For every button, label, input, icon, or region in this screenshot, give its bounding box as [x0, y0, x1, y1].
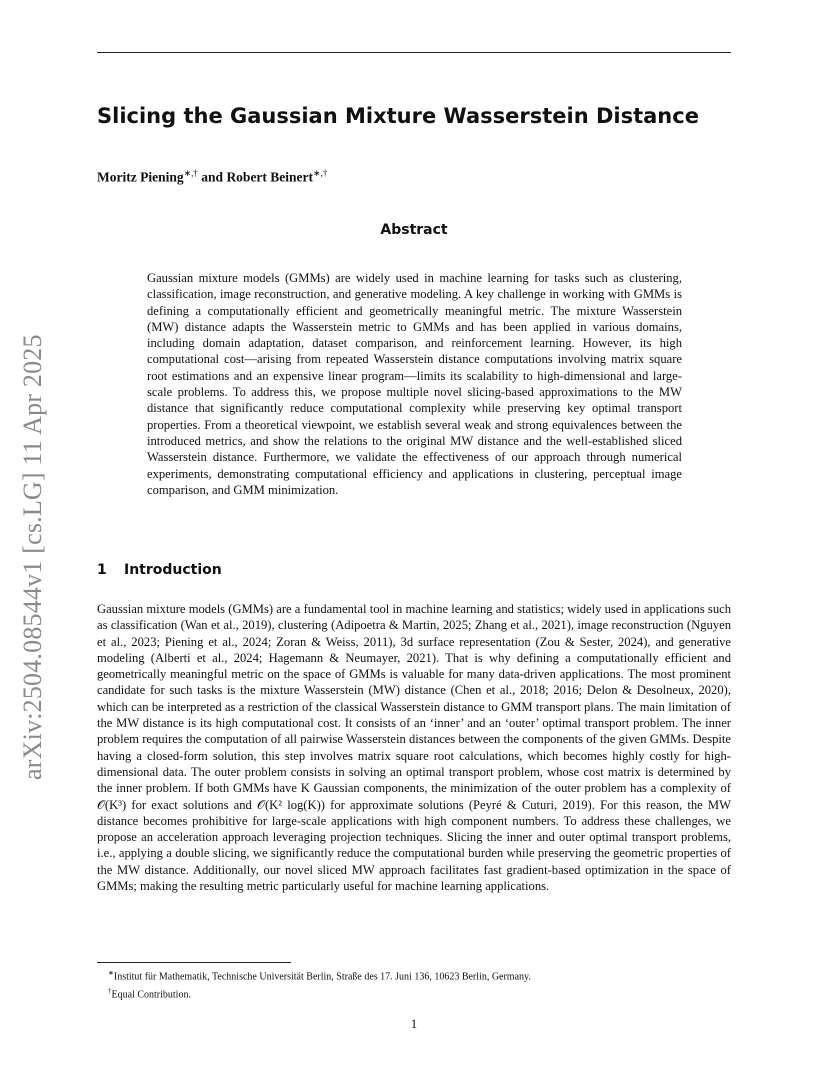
author-affiliation-marks: ∗,†	[183, 168, 198, 178]
footnote	[108, 984, 728, 1002]
page-number: 1	[410, 1017, 418, 1031]
footnote-text: Equal Contribution.	[111, 989, 191, 1001]
introduction-text: Gaussian mixture models (GMMs) are a fundamental tool in machine learning and statistics; widely used in applications such as classification (Wan et al., 2019), clustering (Adipoetra & Martin, 2025; Zhang et al., 2021), image reconstruction (Nguyen et al., 2023; Piening et al., 2024; Zoran & Weiss, 2011), 3d surface representation (Zou & Sester, 2024), and generative modeling (Alberti et al., 2024; Hagemann & Neumayer, 2021). That is why defining a computationally efficient and geometrically meaningful metric on the space of GMMs is valuable for many data-driven applications. The most prominent candidate for such tasks is the mixture Wasserstein (MW) distance (Chen et al., 2018; 2016; Delon & Desolneux, 2020), which can be interpreted as a restriction of the classical Wasserstein distance to GMM transport plans. The main limitation of the MW distance is its high computational cost. It consists of an ‘inner’ and an ‘outer’ optimal transport problem. The inner problem requires the computation of all pairwise Wasserstein distances between the components of the given GMMs. Despite having a closed-form solution, this step involves matrix square root calculations, which becomes highly costly for high-dimensional data. The outer problem consists in solving an optimal transport problem, whose cost matrix is determined by the inner problem. If both GMMs have K Gaussian components, the minimization of the outer problem has a complexity of 𝒪(K³) for exact solutions and 𝒪(K² log(K)) for approximate solutions (Peyré & Cuturi, 2019). For this reason, the MW distance becomes prohibitive for large-scale applications with high component numbers. To address these challenges, we propose an acceleration approach leveraging projection techniques. Slicing the inner and outer optimal transport problems, i.e., applying a double slicing, we significantly reduce the computational burden while preserving the geometric properties of the MW distance. Additionally, our novel sliced MW approach facilitates fast gradient-based optimization in the space of GMMs; making the resulting metric particularly useful for machine learning applications.	[97, 602, 731, 894]
author-name: Robert Beinert	[226, 169, 314, 185]
footnote	[108, 966, 728, 984]
abstract-heading: Abstract	[380, 222, 448, 238]
author-list	[97, 168, 327, 186]
footnote-mark: ∗	[108, 969, 114, 977]
section-title: Introduction	[124, 562, 222, 578]
section-number: 1	[97, 562, 107, 578]
section-heading	[97, 562, 222, 578]
arxiv-identifier: arXiv:2504.08544v1 [cs.LG] 11 Apr 2025	[18, 334, 47, 780]
footnote-text: Institut für Mathematik, Technische Universität Berlin, Straße des 17. Juni 136, 10623 Berlin, Germany.	[113, 971, 531, 983]
author-name: Moritz Piening	[97, 169, 184, 185]
header-rule	[97, 52, 731, 53]
author-joiner: and	[201, 169, 224, 185]
author-affiliation-marks: ∗,†	[313, 168, 328, 178]
footnote-rule	[97, 962, 291, 963]
footnotes	[108, 966, 728, 1003]
footnote-mark: †	[108, 987, 112, 996]
paper-title: Slicing the Gaussian Mixture Wasserstein Distance	[97, 104, 699, 128]
abstract-text: Gaussian mixture models (GMMs) are widely used in machine learning for tasks such as clustering, classification, image reconstruction, and generative modeling. A key challenge in working with GMMs is defining a computationally efficient and geometrically meaningful metric. The mixture Wasserstein (MW) distance adapts the Wasserstein metric to GMMs and has been applied in various domains, including domain adaptation, dataset comparison, and reinforcement learning. However, its high computational cost—arising from repeated Wasserstein distance computations involving matrix square root estimations and an expensive linear program—limits its scalability to high-dimensional and large-scale problems. To address this, we propose multiple novel slicing-based approximations to the MW distance that significantly reduce computational complexity while preserving key optimal transport properties. From a theoretical viewpoint, we establish several weak and strong equivalences between the introduced metrics, and show the relations to the original MW distance and the well-established sliced Wasserstein distance. Furthermore, we validate the effectiveness of our approach through numerical experiments, demonstrating computational efficiency and applications in clustering, perceptual image comparison, and GMM minimization.	[147, 271, 682, 497]
